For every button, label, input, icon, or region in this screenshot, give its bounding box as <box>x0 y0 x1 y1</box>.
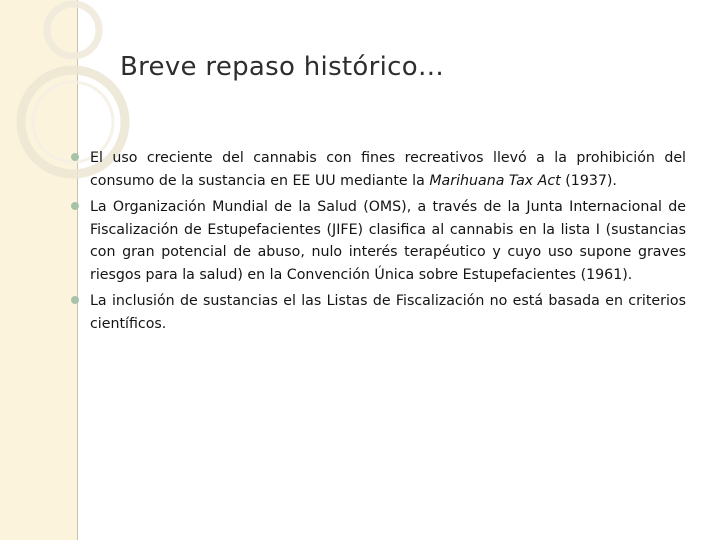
bullet-text: La inclusión de sustancias el las Listas de Fiscalización no está basada en criterios científicos. <box>90 293 686 332</box>
slide-title: Breve repaso histórico… <box>120 52 445 82</box>
bullet-item <box>90 196 686 286</box>
bullet-emphasis: Marihuana Tax Act <box>429 172 561 189</box>
bullet-list <box>90 147 686 339</box>
bullet-item <box>90 290 686 335</box>
side-panel <box>0 0 78 540</box>
bullet-text: El uso creciente del cannabis con fines recreativos llevó a la prohibición del consumo de la sustancia en EE UU mediante la <box>90 150 686 189</box>
bullet-dot-icon <box>71 202 79 210</box>
bullet-dot-icon <box>71 153 79 161</box>
bullet-item <box>90 147 686 192</box>
bullet-text: La Organización Mundial de la Salud (OMS), a través de la Junta Internacional de Fiscalización de Estupefacientes (JIFE) clasifica al cannabis en la lista I (sustancias con gran potencial de abuso, nulo interés terapéutico y cuyo uso supone graves riesgos para la salud) en la Convención Única sobre Estupefacientes (1961). <box>90 199 686 283</box>
bullet-text: (1937). <box>560 172 617 189</box>
bullet-dot-icon <box>71 296 79 304</box>
